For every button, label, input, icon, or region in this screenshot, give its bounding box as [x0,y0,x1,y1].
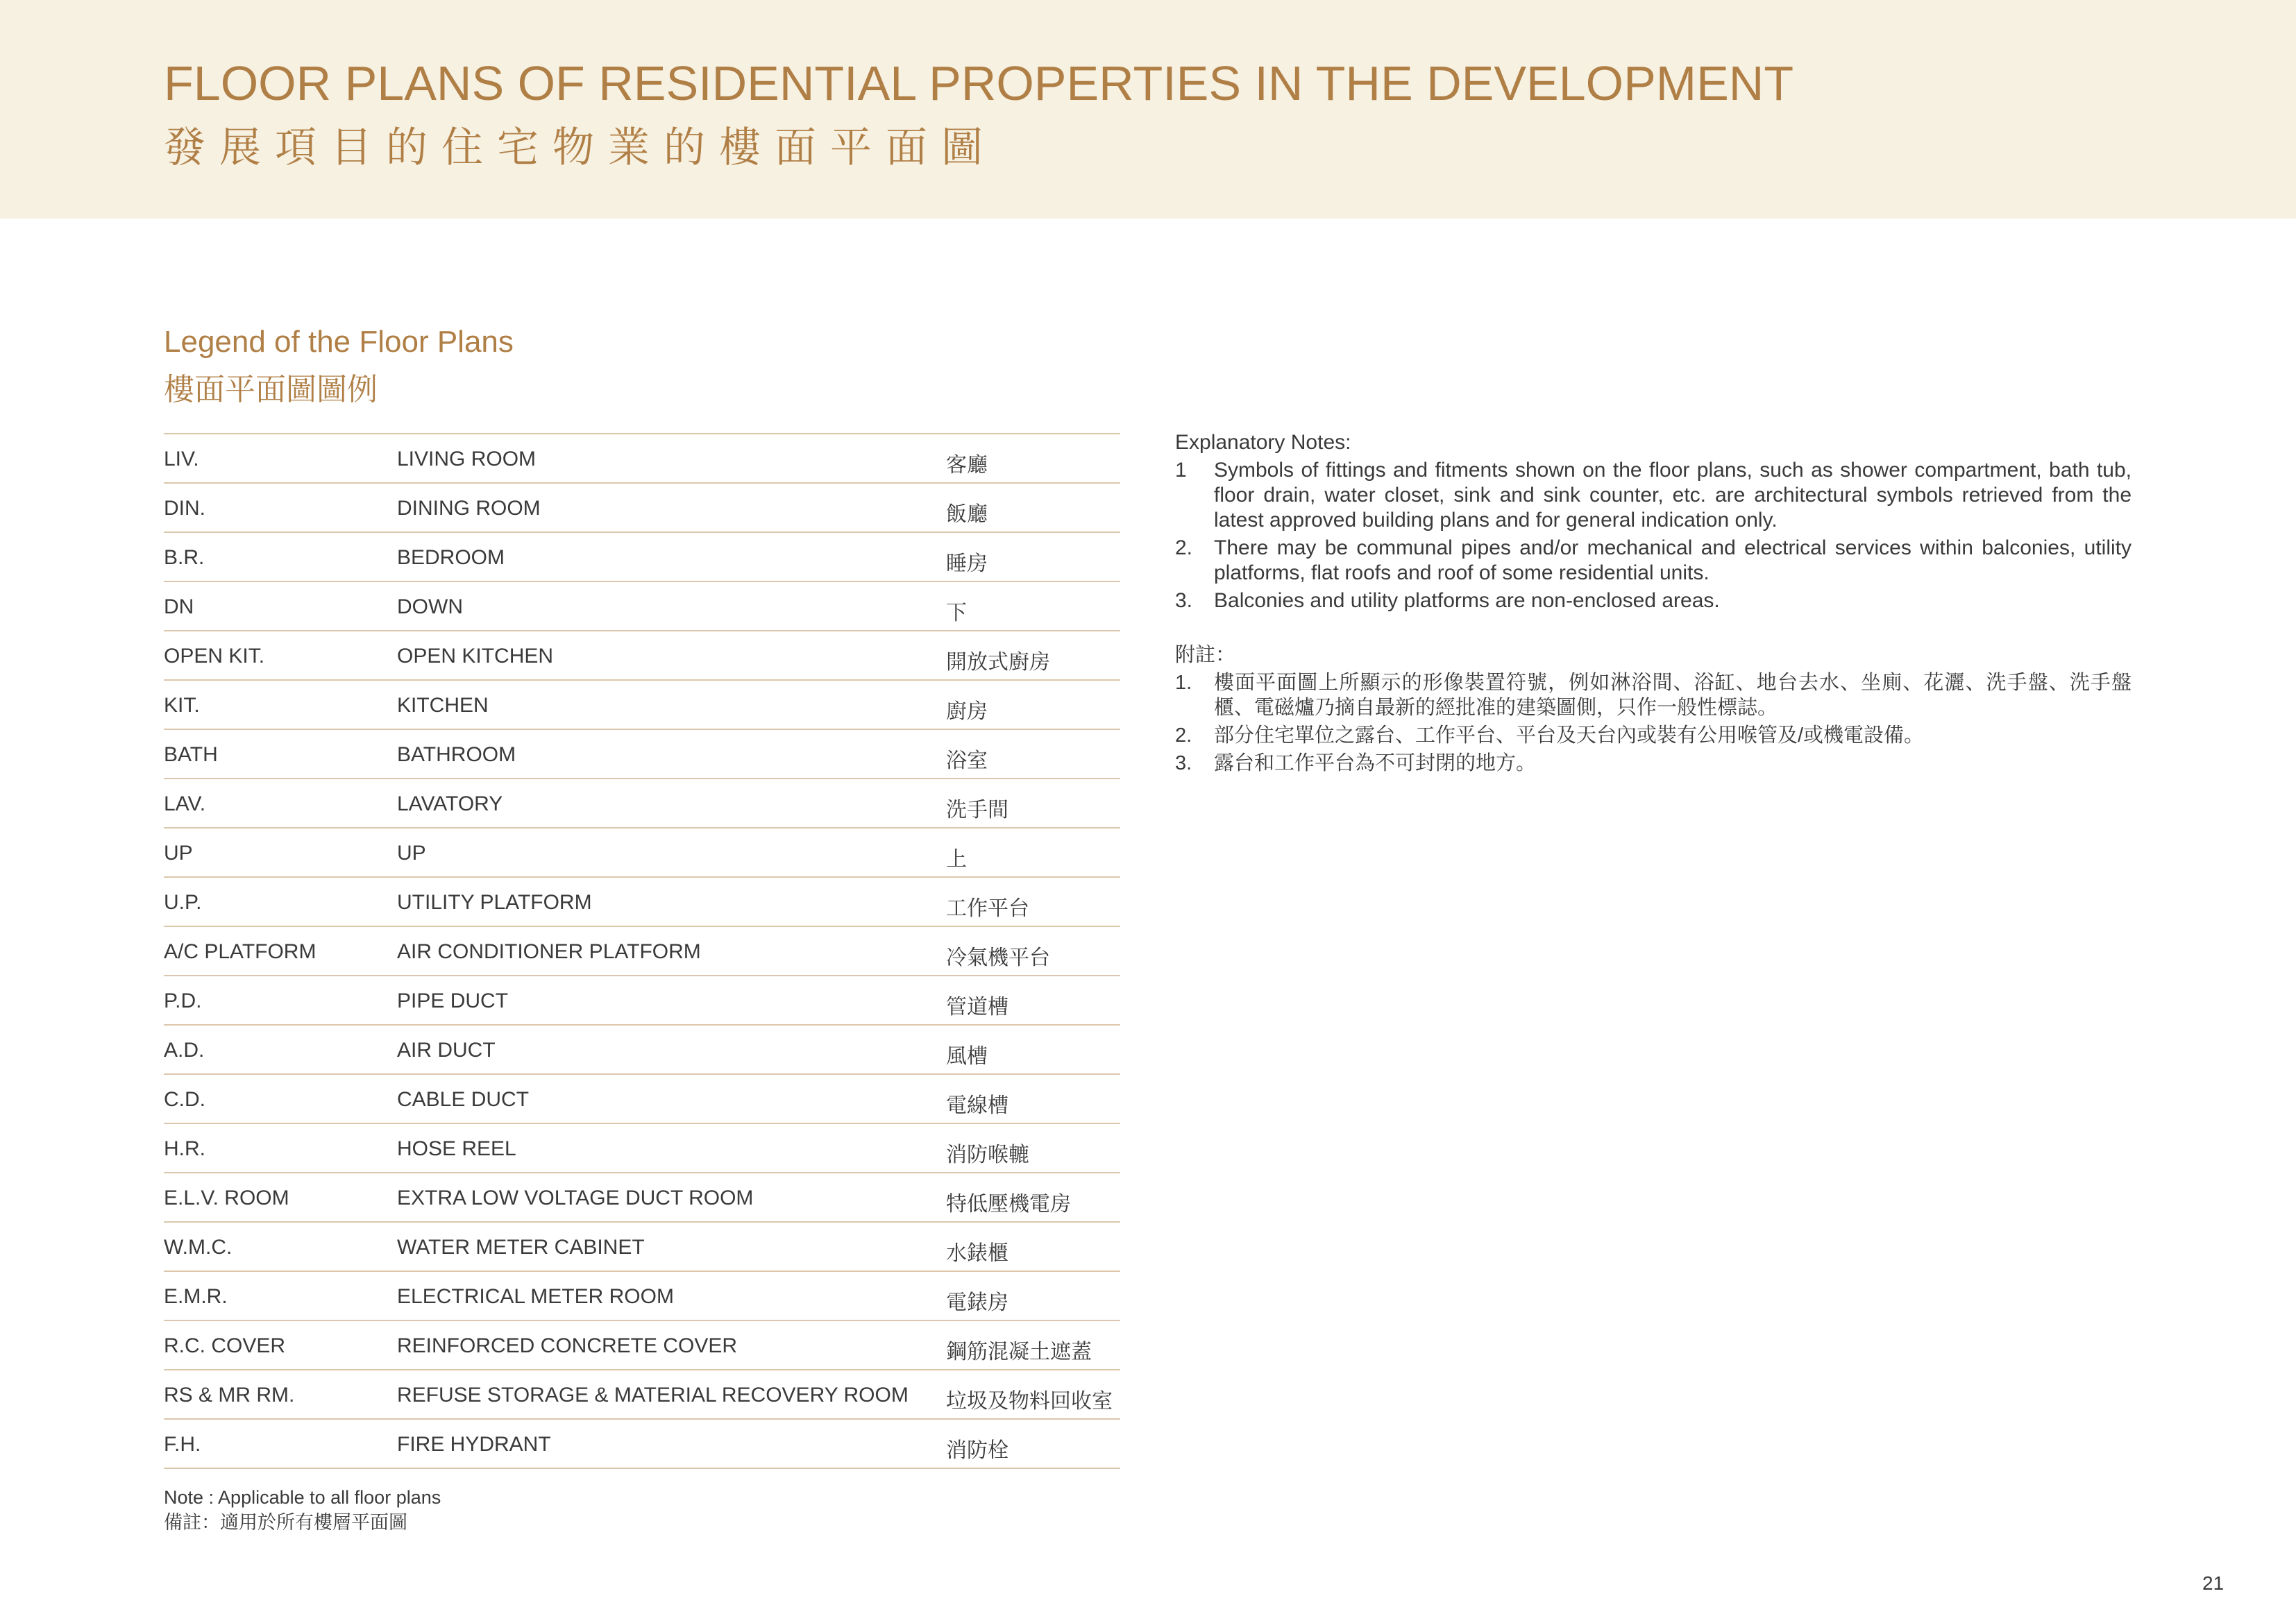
item-text: 樓面平面圖上所顯示的形像裝置符號，例如淋浴間、浴缸、地台去水、坐廁、花灑、洗手盤、洗手盤櫃、電磁爐乃摘自最新的經批准的建築圖側，只作一般性標誌。 [1214,672,2132,719]
item-number: 3. [1175,589,1193,612]
legend-en: CABLE DUCT [397,1088,530,1111]
explanatory-item-en [1175,588,2132,613]
item-text: 露台和工作平台為不可封閉的地方。 [1214,752,1537,774]
legend-row [164,1173,1120,1223]
legend-row [164,681,1120,730]
legend-zh: 消防喉轆 [946,1144,1029,1166]
legend-abbr: F.H. [164,1433,201,1456]
legend-title-en: Legend of the Floor Plans [164,325,514,359]
legend-en: OPEN KITCHEN [397,645,554,668]
item-text: There may be communal pipes and/or mechanical and electrical services within balconies, utility platforms, flat roofs and roof of some residential units. [1214,536,2132,584]
legend-abbr: KIT. [164,694,200,717]
item-text: Symbols of fittings and fitments shown on the floor plans, such as shower compartment, bath tub, floor drain, water closet, sink and sink counter, etc. are architectural symbols retrieved from the latest approved building plans and for general indication only. [1214,459,2132,532]
legend-en: BEDROOM [397,546,505,569]
legend-en: REINFORCED CONCRETE COVER [397,1334,738,1357]
legend-zh: 洗手間 [946,799,1008,822]
page-title-en: FLOOR PLANS OF RESIDENTIAL PROPERTIES IN THE DEVELOPMENT [164,56,1794,110]
legend-en: REFUSE STORAGE & MATERIAL RECOVERY ROOM [397,1384,909,1407]
legend-zh: 廚房 [946,700,988,723]
legend-abbr: R.C. COVER [164,1334,286,1357]
legend-en: PIPE DUCT [397,989,509,1012]
item-text: 部分住宅單位之露台、工作平台、平台及天台內或裝有公用喉管及/或機電設備。 [1214,724,1925,747]
legend-abbr: E.L.V. ROOM [164,1187,289,1209]
legend-zh: 工作平台 [946,897,1029,920]
legend-en: EXTRA LOW VOLTAGE DUCT ROOM [397,1187,754,1209]
page-title-zh: 發展項目的住宅物業的樓面平面圖 [164,124,997,171]
legend-row [164,779,1120,829]
legend-zh: 風槽 [946,1045,988,1068]
item-number: 2. [1175,536,1193,559]
legend-abbr: U.P. [164,891,202,914]
explanatory-zh-block [1175,643,2132,776]
item-number: 3. [1175,752,1192,774]
legend-zh: 飯廳 [946,503,988,526]
explanatory-heading-en: Explanatory Notes: [1175,431,1351,454]
legend-row [164,1223,1120,1272]
legend-en: AIR DUCT [397,1039,496,1062]
legend-en: HOSE REEL [397,1137,516,1160]
legend-zh: 電線槽 [946,1094,1008,1117]
legend-abbr: P.D. [164,989,202,1012]
legend-en: KITCHEN [397,694,489,717]
legend-row [164,484,1120,533]
legend-note-zh: 備註：適用於所有樓層平面圖 [164,1512,407,1533]
legend-zh: 下 [946,602,967,624]
legend-en: FIRE HYDRANT [397,1433,551,1456]
item-text: Balconies and utility platforms are non-enclosed areas. [1214,589,1720,612]
explanatory-heading-zh: 附註： [1175,644,1236,666]
legend-abbr: H.R. [164,1137,205,1160]
legend-zh: 上 [946,848,967,871]
legend-zh: 冷氣機平台 [946,946,1050,969]
legend-zh: 開放式廚房 [946,651,1050,674]
legend-abbr: B.R. [164,546,205,569]
item-number: 1 [1175,459,1187,482]
legend-abbr: LAV. [164,792,206,815]
legend-row [164,1124,1120,1173]
legend-title-zh: 樓面平面圖圖例 [164,373,378,407]
legend-zh: 浴室 [946,749,988,772]
legend-abbr: A/C PLATFORM [164,940,316,963]
item-number: 2. [1175,724,1192,747]
legend-zh: 垃圾及物料回收室 [946,1390,1113,1413]
legend-abbr: OPEN KIT. [164,645,265,668]
legend-en: DOWN [397,595,463,618]
legend-abbr: DN [164,595,194,618]
legend-en: UP [397,842,426,865]
legend-row [164,582,1120,631]
legend-abbr: DIN. [164,497,205,520]
legend-abbr: RS & MR RM. [164,1384,295,1407]
legend-note [164,1485,441,1535]
legend-abbr: BATH [164,743,218,766]
legend-zh: 睡房 [946,552,988,575]
legend-abbr: A.D. [164,1039,205,1062]
legend-row [164,1321,1120,1370]
explanatory-item-zh [1175,751,2132,776]
legend-row [164,1272,1120,1321]
explanatory-item-en [1175,458,2132,533]
explanatory-item-en [1175,536,2132,586]
legend-row [164,829,1120,878]
legend-zh: 管道槽 [946,996,1008,1019]
legend-row [164,878,1120,927]
legend-en: LIVING ROOM [397,448,537,470]
legend-row [164,730,1120,779]
legend-zh: 水錶櫃 [946,1242,1008,1265]
legend-row [164,1370,1120,1420]
legend-abbr: E.M.R. [164,1285,228,1308]
legend-note-en: Note : Applicable to all floor plans [164,1487,441,1508]
legend-zh: 客廳 [946,454,988,477]
legend-en: BATHROOM [397,743,516,766]
legend-en: WATER METER CABINET [397,1236,645,1259]
legend-row [164,1075,1120,1124]
legend-abbr: C.D. [164,1088,205,1111]
legend-en: AIR CONDITIONER PLATFORM [397,940,701,963]
legend-zh: 消防栓 [946,1439,1008,1462]
legend-row [164,976,1120,1026]
explanatory-notes [1175,430,2132,779]
legend-zh: 特低壓機電房 [946,1193,1071,1216]
legend-abbr: LIV. [164,448,199,470]
legend-row [164,927,1120,976]
page-number: 21 [2202,1572,2225,1594]
legend-en: UTILITY PLATFORM [397,891,592,914]
legend-en: ELECTRICAL METER ROOM [397,1285,674,1308]
explanatory-item-zh [1175,723,2132,748]
legend-en: LAVATORY [397,792,503,815]
legend-zh: 鋼筋混凝土遮蓋 [946,1341,1092,1363]
legend-table [164,433,1120,1469]
legend-zh: 電錶房 [946,1291,1008,1314]
legend-row [164,434,1120,484]
legend-row [164,533,1120,582]
legend-abbr: W.M.C. [164,1236,233,1259]
legend-row [164,631,1120,681]
legend-row [164,1026,1120,1075]
legend-abbr: UP [164,842,193,865]
explanatory-item-zh [1175,670,2132,720]
item-number: 1. [1175,672,1192,694]
legend-row [164,1420,1120,1469]
legend-en: DINING ROOM [397,497,541,520]
